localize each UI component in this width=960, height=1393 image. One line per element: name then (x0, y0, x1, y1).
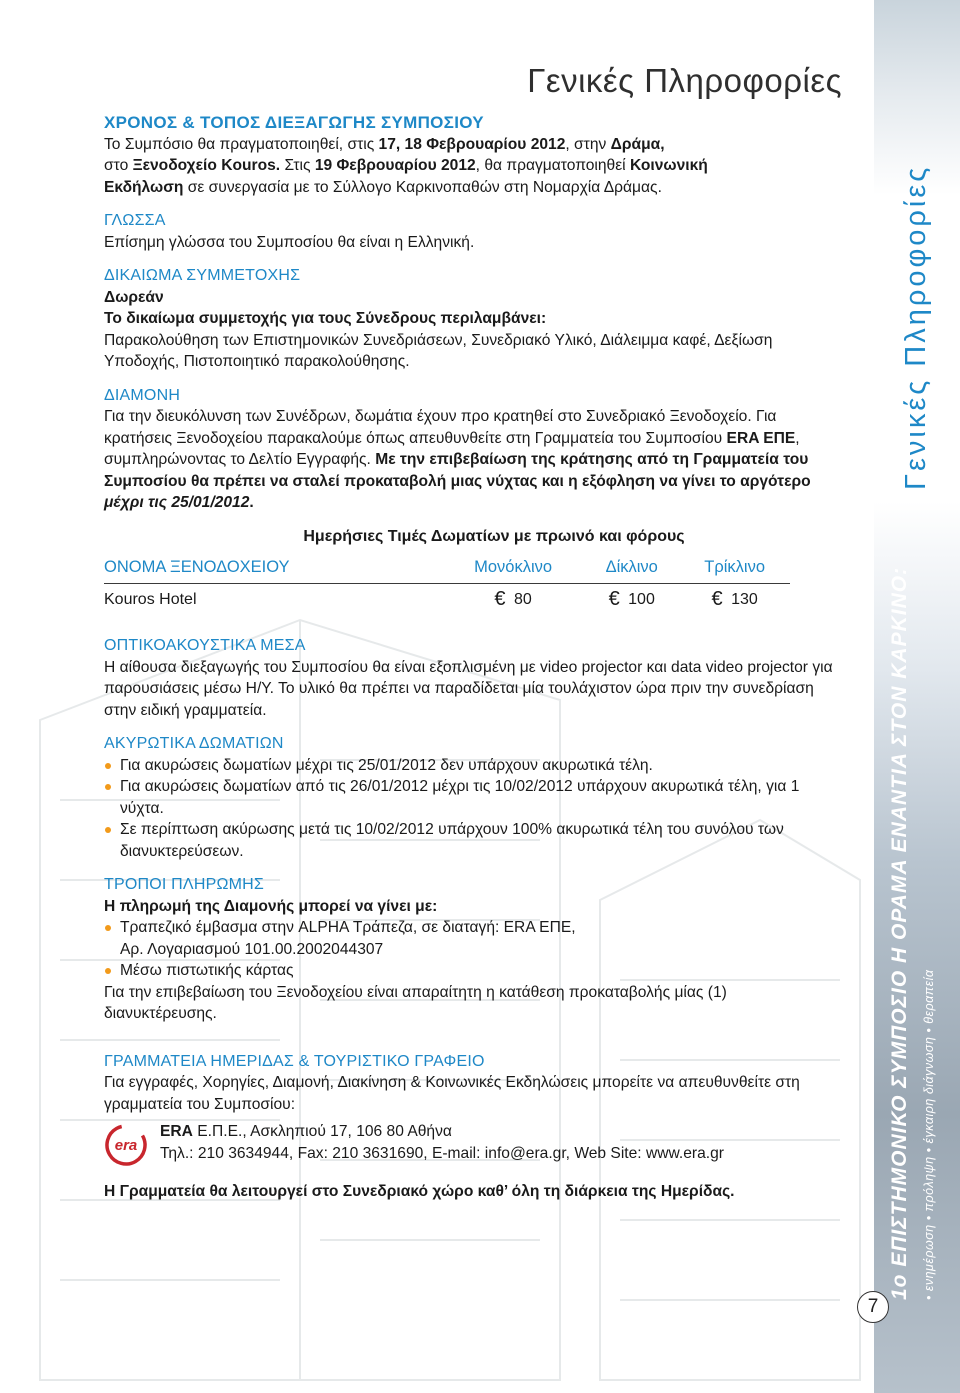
room-prices-table (104, 553, 790, 613)
time-place-text (104, 134, 844, 199)
heading-language: ΓΛΩΣΣΑ (104, 212, 166, 229)
text-run: , θα πραγματοποιηθεί (475, 157, 630, 174)
payment-lead: Η πληρωμή της Διαμονής μπορεί να γίνει με: (104, 897, 438, 915)
text-run: Το Συμπόσιο θα πραγματοποιηθεί, στις (104, 135, 379, 153)
audiovisual-text: Η αίθουσα διεξαγωγής του Συμποσίου θα είναι εξοπλισμένη με video projector και data video projector για παρουσιάσεις μέσω Η/Υ. Το υλικό θα πρέπει να παραδίδεται μία τουλάχιστον ώρα πριν την συνεδρίαση στην ειδική γραμματεία. (104, 658, 833, 719)
contact-details (160, 1121, 724, 1164)
participation-free: Δωρεάν (104, 288, 164, 306)
column-header: ΟΝΟΜΑ ΞΕΝΟΔΟΧΕΙΟΥ (104, 553, 442, 583)
section-participation (104, 265, 844, 373)
city-bold: Δράμα, (610, 135, 665, 153)
list-item: Για ακυρώσεις δωματίων από τις 26/01/2012 μέχρι τις 10/02/2012 υπάρχουν ακυρωτικά τέλη, για 1 νύχτα. (104, 776, 844, 819)
hotel-name-cell: Kouros Hotel (104, 590, 197, 608)
symposium-title: 1ο ΕΠΙΣΤΗΜΟΝΙΚΟ ΣΥΜΠΟΣΙΟ Η ΟΡΑΜΑ ΕΝΑΝΤΙΑ ΣΤΟΝ ΚΑΡΚΙΝΟ: (888, 566, 911, 1300)
column-header: Δίκλινο (584, 553, 679, 583)
payment-note: Για την επιβεβαίωση του Ξενοδοχείου είναι απαραίτητη η κατάθεση προκαταβολής μίας (1) διανυκτέρευσης. (104, 983, 727, 1022)
section-accommodation (104, 385, 844, 514)
contact-address (160, 1121, 724, 1143)
section-secretariat (104, 1051, 844, 1203)
symposium-subtitle: • ενημέρωση • πρόληψη • έγκαιρη διάγνωση • θεραπεία (922, 969, 936, 1300)
column-header: Μονόκλινο (442, 553, 584, 583)
section-cancellations (104, 733, 844, 862)
column-header: Τρίκλινο (679, 553, 790, 583)
bank-transfer-text: Τραπεζικό έμβασμα στην ALPHA Τράπεζα, σε διαταγή: ERA ΕΠΕ, (120, 919, 576, 936)
event-bold: Εκδήλωση (104, 178, 184, 196)
text-run: σε συνεργασία με το Σύλλογο Καρκινοπαθών στη Νομαρχία Δράμας. (183, 178, 662, 196)
contact-block (104, 1121, 844, 1167)
euro-icon: € (494, 587, 506, 610)
table-header-row (104, 553, 790, 583)
deposit-notice: Με την επιβεβαίωση της κράτησης από τη Γραμματεία του Συμποσίου θα πρέπει να σταλεί προκαταβολή μιας νύχτας και η εξόφληση να γίνει το αργότερο (104, 451, 811, 490)
heading-payment: ΤΡΟΠΟΙ ΠΛΗΡΩΜΗΣ (104, 876, 264, 893)
secretariat-text: Για εγγραφές, Χορηγίες, Διαμονή, Διακίνηση & Κοινωνικές Εκδηλώσεις μπορείτε να απευθυνθείτε στη γραμματεία του Συμποσίου: (104, 1074, 800, 1113)
page-title: Γενικές Πληροφορίες (527, 62, 842, 99)
section-audiovisual (104, 635, 844, 721)
text-run: Για την διευκόλυνση των Συνέδρων, δωμάτια έχουν προ κρατηθεί στο Συνεδριακό Ξενοδοχείο. Για κρατήσεις Ξενοδοχείου παρακαλούμε όπως απευθυνθείτε στη Γραμματεία του Συμποσίου (104, 408, 777, 447)
text-run: , στην (565, 135, 611, 153)
price-double-cell (584, 583, 679, 613)
text-run: . (249, 494, 254, 511)
text-run: , συμπληρώνοντας το Δελτίο Εγγραφής. (104, 429, 800, 468)
page-number: 7 (857, 1291, 889, 1323)
hotel-bold: Ξενοδοχείο Kouros. (132, 157, 281, 174)
era-logo-icon (104, 1123, 148, 1167)
participation-text: Παρακολούθηση των Επιστημονικών Συνεδριάσεων, Συνεδριακό Υλικό, Διάλειμμα καφέ, Δεξίωση Υποδοχής, Πιστοποιητικό παρακολούθησης. (104, 331, 773, 370)
section-time-place (104, 112, 844, 198)
heading-accommodation: ΔΙΑΜΟΝΗ (104, 386, 181, 404)
deadline-date: μέχρι τις 25/01/2012 (104, 494, 250, 511)
euro-icon: € (608, 587, 620, 610)
heading-participation: ΔΙΚΑΙΩΜΑ ΣΥΜΜΕΤΟΧΗΣ (104, 267, 301, 284)
list-item: Μέσω πιστωτικής κάρτας (104, 960, 844, 982)
date-bold: 17, 18 Φεβρουαρίου 2012 (378, 135, 566, 153)
side-banner-title: Γενικές Πληροφορίες (900, 164, 932, 490)
list-item (104, 917, 844, 960)
price-triple-cell (679, 583, 790, 613)
secretariat-closing: Η Γραμματεία θα λειτουργεί στο Συνεδριακό χώρο καθ’ όλη τη διάρκεια της Ημερίδας. (104, 1183, 735, 1200)
list-item: Σε περίπτωση ακύρωσης μετά τις 10/02/2012 υπάρχουν 100% ακυρωτικά τέλη του συνόλου των διανυκτερεύσεων. (104, 819, 844, 862)
heading-secretariat: ΓΡΑΜΜΑΤΕΙΑ ΗΜΕΡΙΔΑΣ & ΤΟΥΡΙΣΤΙΚΟ ΓΡΑΦΕΙΟ (104, 1052, 485, 1070)
era-logo-text: era (114, 1137, 138, 1154)
main-content (104, 112, 844, 1203)
section-payment (104, 874, 844, 1025)
table-row (104, 583, 790, 613)
contact-phones: Τηλ.: 210 3634944, Fax: 210 3631690, E-mail: info@era.gr, Web Site: www.era.gr (160, 1144, 724, 1162)
company-bold: ERA ΕΠΕ (726, 429, 796, 447)
text-run: Στις (280, 157, 315, 174)
heading-time-place: ΧΡΟΝΟΣ & ΤΟΠΟΣ ΔΙΕΞΑΓΩΓΗΣ ΣΥΜΠΟΣΙΟΥ (104, 113, 484, 132)
heading-cancellations: ΑΚΥΡΩΤΙΚΑ ΔΩΜΑΤΙΩΝ (104, 735, 284, 752)
price-value: 80 (513, 590, 532, 608)
price-value: 100 (628, 590, 655, 608)
price-single-cell (442, 583, 584, 613)
participation-includes: Το δικαίωμα συμμετοχής για τους Σύνεδρους περιλαμβάνει: (104, 310, 547, 327)
section-language (104, 210, 844, 253)
price-value: 130 (731, 590, 758, 608)
company-name: ERA (160, 1123, 193, 1140)
text-run: στο (104, 157, 133, 174)
side-banner-symposium (874, 566, 960, 1300)
side-banner (874, 0, 960, 1393)
language-text: Επίσημη γλώσσα του Συμποσίου θα είναι η Ελληνική. (104, 233, 475, 251)
social-date-bold: 19 Φεβρουαρίου 2012 (314, 157, 476, 174)
accommodation-text (104, 406, 844, 514)
company-address: Ε.Π.Ε., Ασκληπιού 17, 106 80 Αθήνα (192, 1123, 452, 1140)
social-bold: Κοινωνική (629, 157, 708, 174)
heading-audiovisual: ΟΠΤΙΚΟΑΚΟΥΣΤΙΚΑ ΜΕΣΑ (104, 637, 306, 654)
list-item: Για ακυρώσεις δωματίων μέχρι τις 25/01/2012 δεν υπάρχουν ακυρωτικά τέλη. (104, 755, 844, 777)
account-number: Αρ. Λογαριασμού 101.00.2002044307 (120, 940, 384, 958)
room-prices-caption: Ημερήσιες Τιμές Δωματίων με πρωινό και φόρους (303, 527, 685, 545)
euro-icon: € (711, 587, 723, 610)
